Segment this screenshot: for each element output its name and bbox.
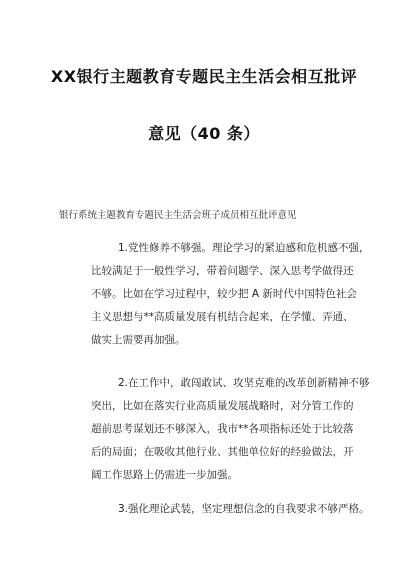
paragraph-3 bbox=[91, 498, 370, 521]
paragraph-1-line-3: 不够。比如在学习过程中，较少把 A 新时代中国特色社会 bbox=[91, 288, 357, 300]
paragraph-2 bbox=[91, 372, 370, 487]
paragraph-2-line-4: 后的局面；在吸收其他行业、其他单位好的经验做法，开 bbox=[91, 446, 354, 458]
paragraph-2-line-3: 超前思考谋划还不够深入，我市**各项指标还处于比较落 bbox=[91, 423, 354, 435]
paragraph-1-line-4: 主义思想与**高质量发展有机结合起来，在学懂、弄通、 bbox=[91, 311, 354, 323]
paragraph-1-line-5: 做实上需要再加强。 bbox=[91, 334, 186, 346]
paragraph-2-line-1: 2.在工作中，敢闯敢试、攻坚克难的改革创新精神不够 bbox=[118, 377, 370, 389]
paragraph-1-line-1: 1.党性修养不够强。理论学习的紧迫感和危机感不强， bbox=[118, 242, 370, 254]
document-title-line-1: XX银行主题教育专题民主生活会相互批评 bbox=[50, 67, 358, 86]
paragraph-2-line-5: 阔工作思路上仍需进一步加强。 bbox=[91, 469, 238, 481]
document-title-line-2: 意见（40 条） bbox=[148, 124, 260, 143]
paragraph-2-line-2: 突出，比如在落实行业高质量发展战略时，对分管工作的 bbox=[91, 400, 354, 412]
document-subtitle: 银行系统主题教育专题民主生活会班子成员相互批评意见 bbox=[59, 210, 297, 221]
paragraph-3-line-1: 3.强化理论武装，坚定理想信念的自我要求不够严格。 bbox=[118, 503, 370, 515]
paragraph-1 bbox=[91, 237, 370, 352]
paragraph-1-line-2: 比较满足于一般性学习，带着问题学、深入思考学做得还 bbox=[91, 265, 354, 277]
